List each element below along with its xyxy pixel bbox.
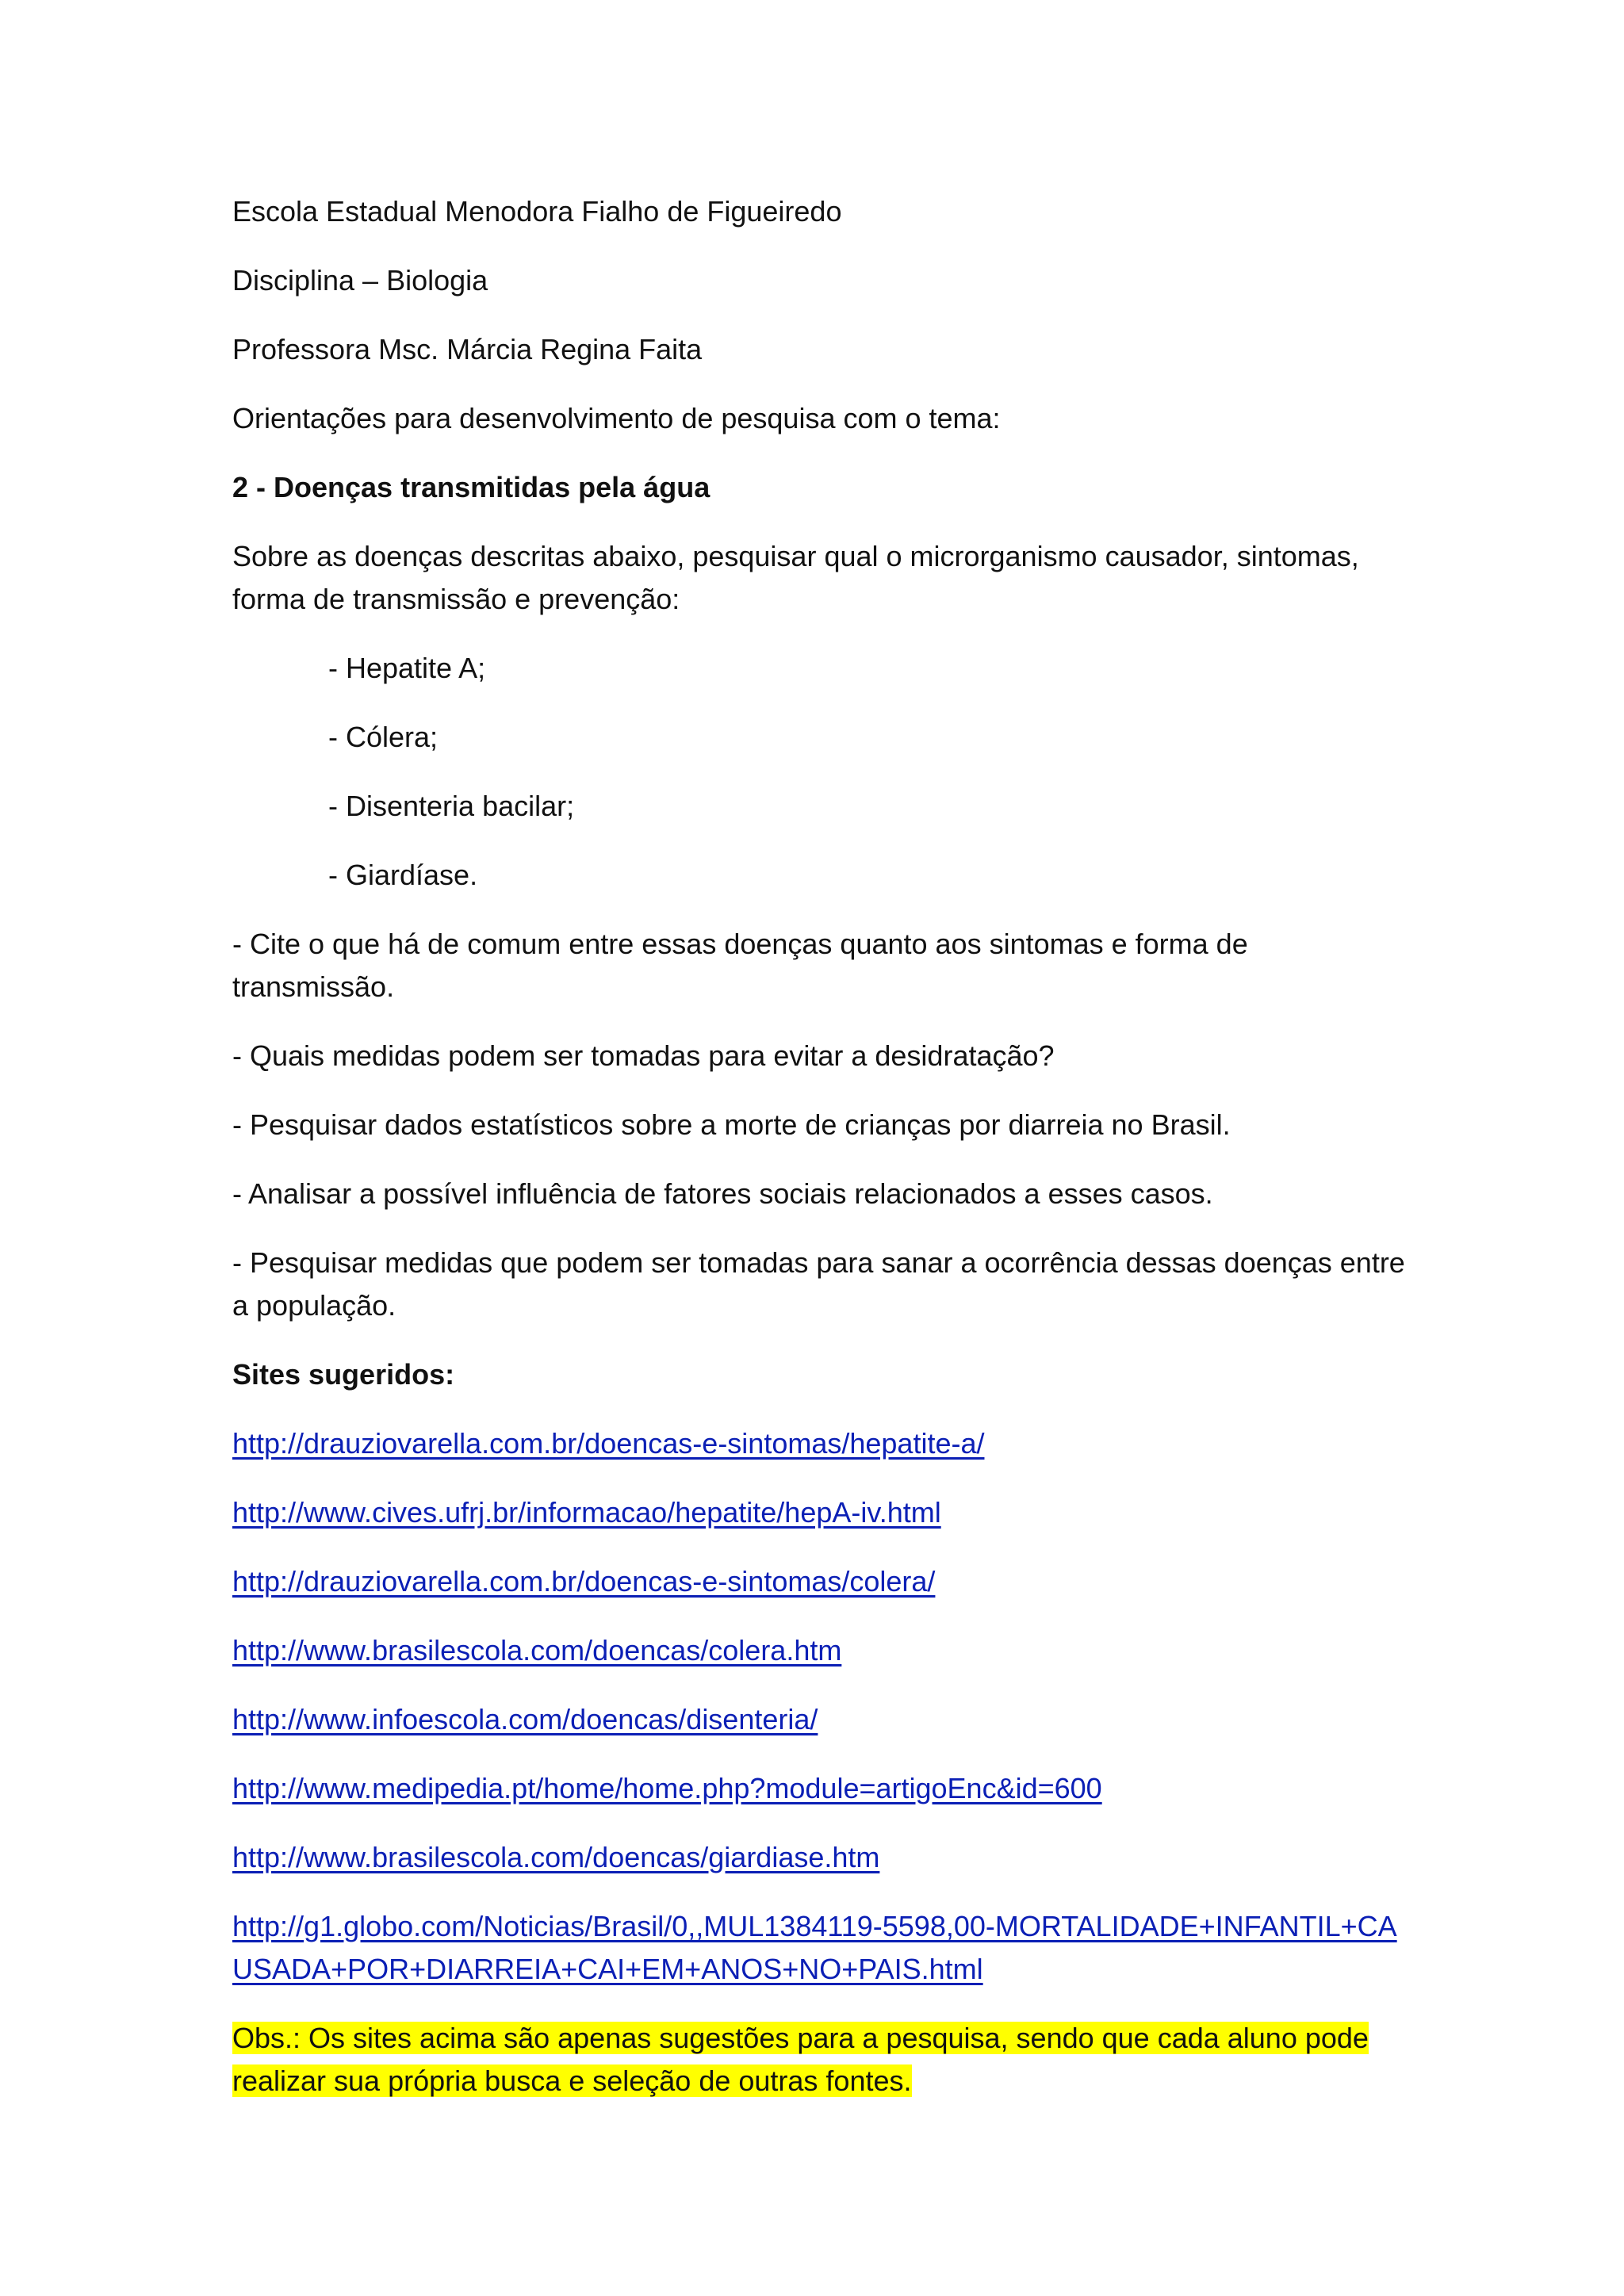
school-name: Escola Estadual Menodora Fialho de Figueiredo	[232, 195, 842, 228]
disease-item: - Hepatite A;	[328, 652, 486, 684]
task-item: - Pesquisar dados estatísticos sobre a morte de crianças por diarreia no Brasil.	[232, 1108, 1231, 1141]
sites-heading: Sites sugeridos:	[232, 1358, 455, 1391]
disease-item: - Disenteria bacilar;	[328, 790, 575, 822]
instruction-paragraph: Sobre as doenças descritas abaixo, pesquisar qual o microrganismo causador, sintomas, forma de transmissão e prevenção:	[232, 540, 1359, 615]
discipline-line: Disciplina – Biologia	[232, 264, 488, 297]
site-link-hepatite-cives[interactable]: http://www.cives.ufrj.br/informacao/hepatite/hepA-iv.html	[232, 1496, 941, 1529]
disease-item: - Cólera;	[328, 721, 439, 753]
note-paragraph	[232, 2017, 1406, 2103]
site-link-giardiase-brasilescola[interactable]: http://www.brasilescola.com/doencas/giardiase.htm	[232, 1841, 880, 1873]
document-page	[232, 190, 1406, 2129]
teacher-line: Professora Msc. Márcia Regina Faita	[232, 333, 703, 365]
site-link-g1-mortalidade[interactable]: http://g1.globo.com/Noticias/Brasil/0,,MUL1384119-5598,00-MORTALIDADE+INFANTIL+CAUSADA+POR+DIARREIA+CAI+EM+ANOS+NO+PAIS.html	[232, 1910, 1397, 1985]
site-link-colera-drauzio[interactable]: http://drauziovarella.com.br/doencas-e-sintomas/colera/	[232, 1565, 936, 1598]
task-item: - Quais medidas podem ser tomadas para evitar a desidratação?	[232, 1039, 1055, 1072]
site-link-colera-brasilescola[interactable]: http://www.brasilescola.com/doencas/colera.htm	[232, 1634, 842, 1667]
topic-title: 2 - Doenças transmitidas pela água	[232, 471, 710, 503]
intro-line: Orientações para desenvolvimento de pesquisa com o tema:	[232, 402, 1001, 434]
site-link-hepatite-drauzio[interactable]: http://drauziovarella.com.br/doencas-e-sintomas/hepatite-a/	[232, 1427, 985, 1460]
disease-item: - Giardíase.	[328, 859, 478, 891]
site-link-medipedia[interactable]: http://www.medipedia.pt/home/home.php?module=artigoEnc&id=600	[232, 1772, 1102, 1804]
task-item: - Pesquisar medidas que podem ser tomadas para sanar a ocorrência dessas doenças entre a população.	[232, 1246, 1405, 1322]
task-item: - Analisar a possível influência de fatores sociais relacionados a esses casos.	[232, 1177, 1213, 1210]
highlighted-note: Obs.: Os sites acima são apenas sugestões para a pesquisa, sendo que cada aluno pode realizar sua própria busca e seleção de outras fontes.	[232, 2022, 1369, 2097]
task-item: - Cite o que há de comum entre essas doenças quanto aos sintomas e forma de transmissão.	[232, 928, 1248, 1003]
site-link-disenteria-infoescola[interactable]: http://www.infoescola.com/doencas/disenteria/	[232, 1703, 818, 1735]
